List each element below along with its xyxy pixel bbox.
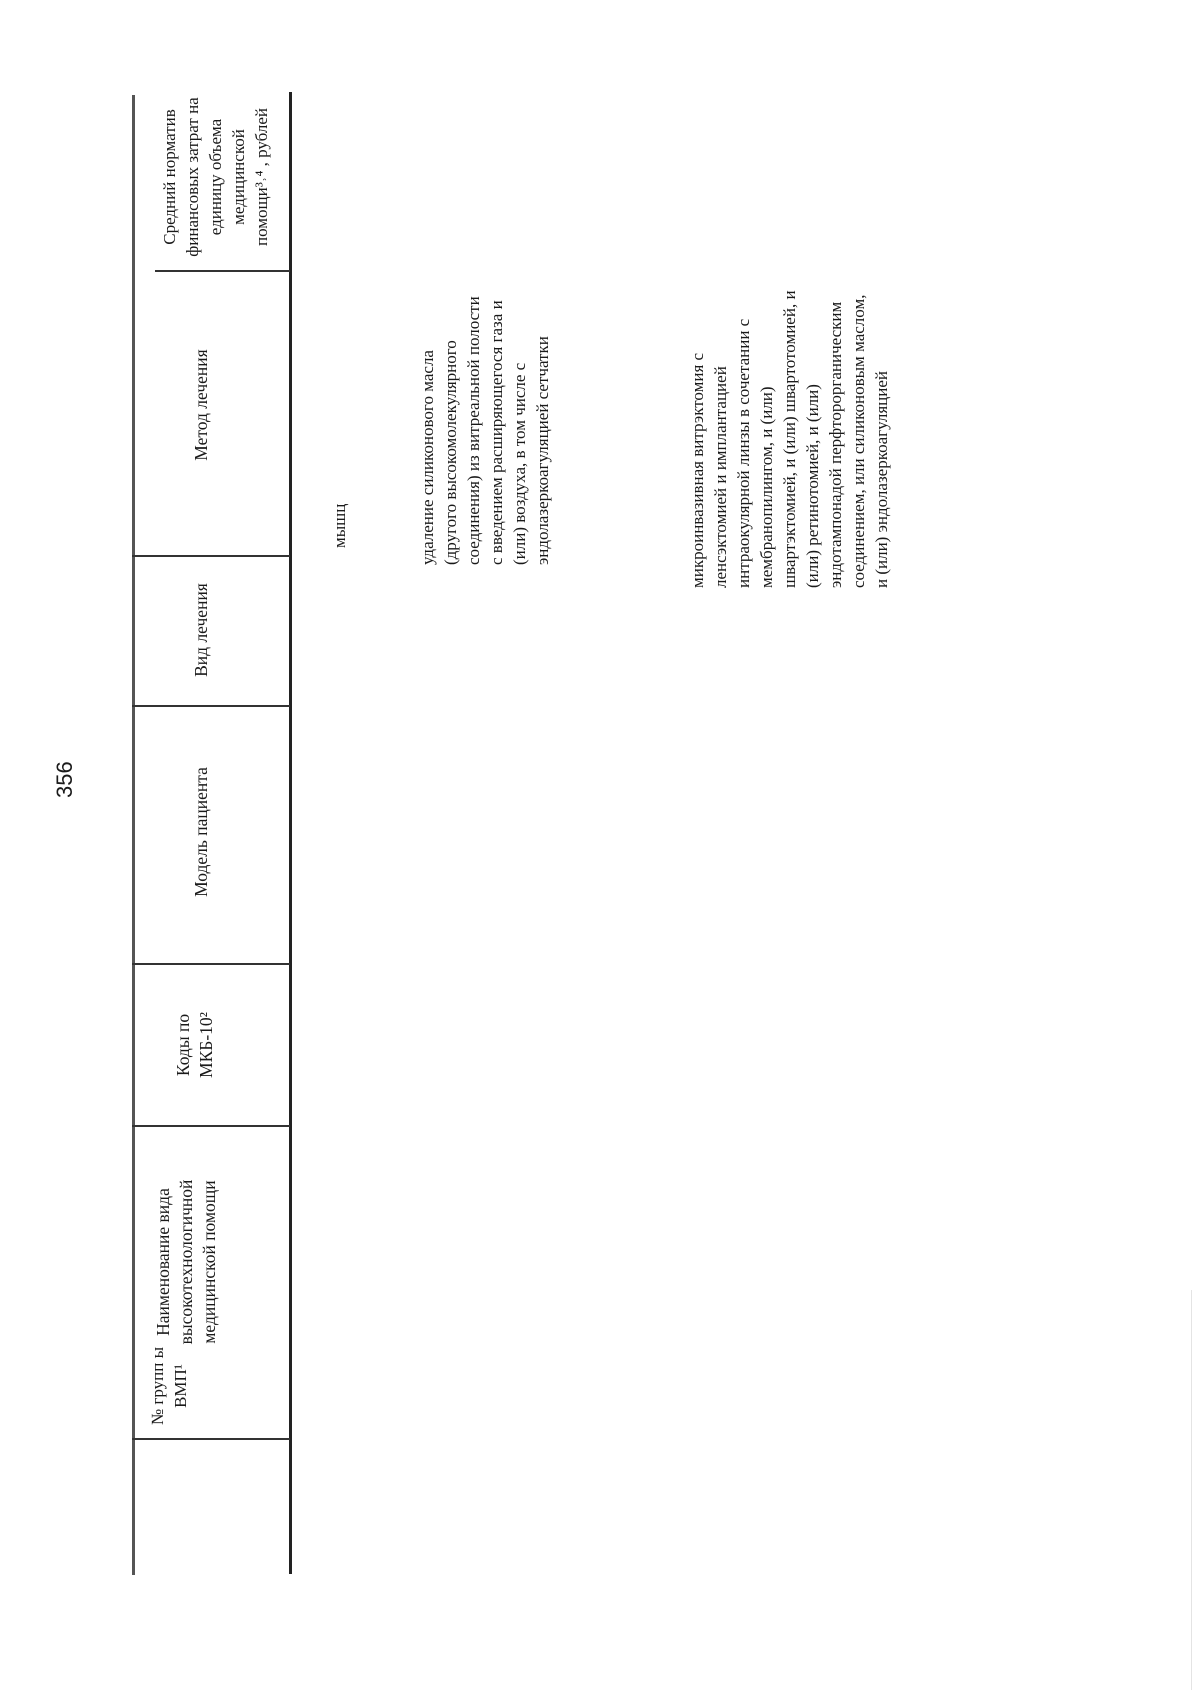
header-patient-model: Модель пациента — [191, 767, 211, 897]
col-sep-1 — [132, 1438, 290, 1440]
col-sep-3 — [132, 963, 290, 965]
table-top-rule — [132, 95, 135, 1575]
method-cell-microinvasive-vitrectomy: микроинвазивная витрэктомия с ленсэктомией и имплантацией интраокулярной линзы в сочетании с мембранопилингом, и (или) швартэктомией, и (или) швартотомией, и (или) ретинотомией, и (или) эндотампонадой перфторорганическим соединением, или силиконовым маслом, и (или) эндолазеркоагуляцией — [688, 290, 891, 588]
col-sep-5 — [132, 555, 290, 557]
col-sep-6 — [155, 270, 290, 272]
header-treatment-type: Вид лечения — [191, 583, 211, 677]
header-icd-codes: Коды по МКБ-10² — [173, 1012, 216, 1078]
col-sep-4 — [132, 705, 290, 707]
page-number: 356 — [52, 761, 77, 798]
method-cell-silicone-removal: удаление силиконового масла (другого высокомолекулярного соединения) из витреальной полости с введением расширяющегося газа и (или) воздуха, в том числе с эндолазеркоагуляцией сетчатки — [418, 296, 552, 565]
scan-edge-line — [1191, 1290, 1192, 1690]
header-treatment-method: Метод лечения — [191, 349, 211, 461]
col-sep-2 — [132, 1125, 290, 1127]
header-group-no: № групп ы ВМП¹ — [148, 1346, 190, 1426]
header-avg-cost: Средний норматив финансовых затрат на единицу объема медицинской помощи³˒⁴ , рублей — [160, 97, 271, 257]
method-cell-fragment: мышц — [330, 503, 349, 548]
header-name: Наименование вида высокотехнологичной медицинской помощи — [153, 1179, 219, 1345]
table-header-bottom-rule — [289, 92, 292, 1574]
